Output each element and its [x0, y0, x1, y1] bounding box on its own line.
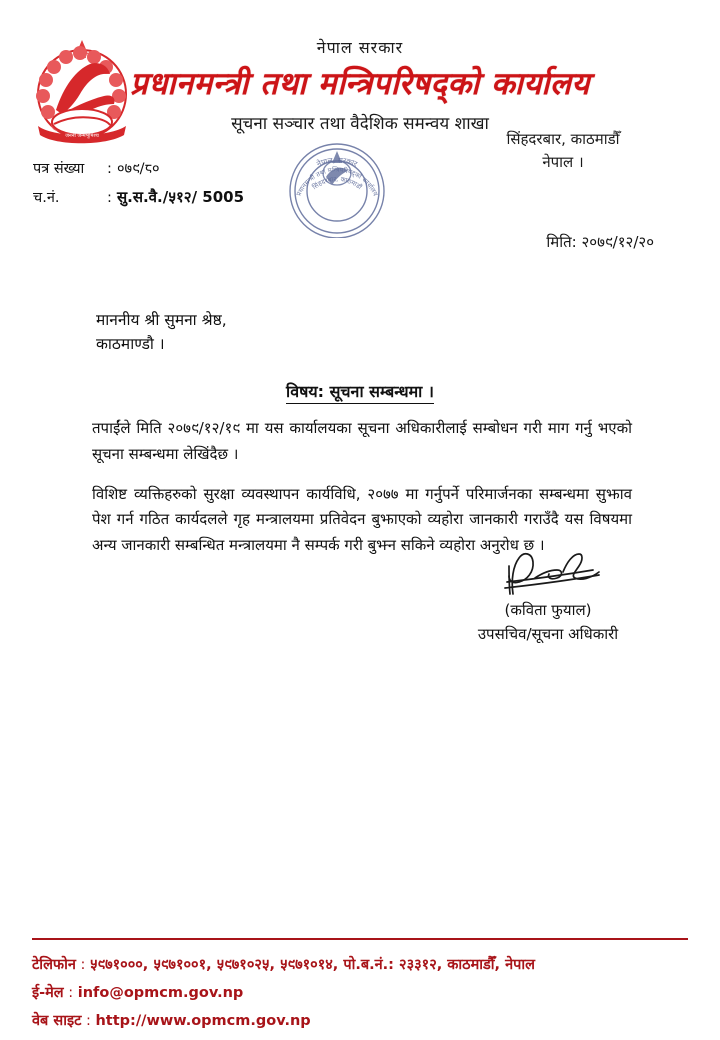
office-title: प्रधानमन्त्री तथा मन्त्रिपरिषद्को कार्यालय: [130, 66, 590, 102]
footer-website-line: [32, 1007, 692, 1035]
reference-colon: :: [107, 161, 112, 177]
recipient-block: [96, 308, 227, 356]
subject-text: विषय: सूचना सम्बन्धमा ।: [286, 382, 434, 404]
handwritten-signature-icon: [428, 548, 668, 600]
footer-email-value[interactable]: info@opmcm.gov.np: [77, 984, 244, 1001]
date-line: मिति: २०७९/१२/२०: [546, 233, 654, 251]
office-address: [448, 128, 678, 173]
reference-numbers: [33, 158, 244, 216]
footer-email-line: [32, 979, 692, 1007]
signer-name: (कविता फुयाल): [504, 601, 592, 619]
recipient-address: काठमाण्डौ ।: [96, 335, 165, 354]
letter-body: [92, 416, 632, 559]
footer-telephone-line: [32, 951, 692, 979]
reference-row-chalani-number: [33, 187, 244, 207]
body-paragraph-1: तपाईंले मिति २०७९/१२/१९ मा यस कार्यालयका सूचना अधिकारीलाई सम्बोधन गरी माग गर्नु भएको सूचना सम्बन्धमा लेखिंदैछ ।: [92, 419, 632, 463]
branch-line: सूचना सञ्चार तथा वैदेशिक समन्वय शाखा: [231, 114, 489, 134]
reference-row-patra-sankhya: [33, 158, 244, 178]
address-line-1: सिंहदरबार, काठमाडौँ: [506, 130, 620, 148]
footer-divider: [32, 938, 688, 940]
footer-telephone-value: ५९७१०००, ५९७१००१, ५९७१०२५, ५९७१०१४, पो.ब.नं.: २३३१२, काठमाडौँ, नेपाल: [90, 956, 535, 973]
footer: [32, 938, 692, 1035]
footer-website-value[interactable]: http://www.opmcm.gov.np: [95, 1013, 311, 1030]
footer-email-colon: :: [68, 984, 74, 1001]
footer-website-label: वेब साइट: [32, 1013, 82, 1030]
reference-value: ०७९/८०: [117, 161, 160, 177]
svg-text:प्रधानमन्त्री तथा मन्त्रिपरिषद: प्रधानमन्त्री तथा मन्त्रिपरिषद्को कार्यालय: [294, 165, 380, 198]
letterhead: [0, 0, 720, 270]
recipient-name: माननीय श्री सुमना श्रेष्ठ,: [96, 311, 227, 329]
body-paragraph-2: विशिष्ट व्यक्तिहरुको सुरक्षा व्यवस्थापन कार्यविधि, २०७७ मा गर्नुपर्ने परिमार्जनका सम्बन्धमा सुझाव पेश गर्न गठित कार्यदलले गृह मन्त्रालयमा प्रतिवेदन बुझाएको व्यहोरा जानकारी गराउँदै यस विषयमा अन्य जानकारी सम्बन्धित मन्त्रालयमा नै सम्पर्क गरी बुझ्न सकिने व्यहोरा अनुरोध छ ।: [92, 484, 633, 555]
reference-value: सु.स.वै./५१२/ 5005: [117, 188, 245, 206]
address-line-2: नेपाल ।: [542, 152, 584, 171]
subject-line: [0, 380, 720, 402]
reference-label: पत्र संख्या: [33, 161, 85, 177]
footer-telephone-colon: :: [80, 956, 86, 973]
svg-text:नेपाल, सरकार: नेपाल, सरकार: [315, 155, 359, 169]
footer-telephone-label: टेलिफोन: [32, 956, 76, 973]
reference-colon: :: [107, 190, 112, 206]
footer-website-colon: :: [85, 1013, 91, 1030]
footer-email-label: ई-मेल: [32, 984, 64, 1001]
signature-block: [428, 548, 668, 644]
signer-title: उपसचिव/सूचना अधिकारी: [477, 625, 619, 643]
svg-text:जननी जन्मभूमिश्च: जननी जन्मभूमिश्च: [65, 133, 99, 139]
government-line: नेपाल सरकार: [316, 38, 404, 57]
svg-text:सिंहदरबार, काठमाडौं: सिंहदरबार, काठमाडौं: [310, 175, 364, 192]
reference-label: च.नं.: [33, 190, 60, 206]
office-round-seal-icon: [276, 133, 398, 238]
